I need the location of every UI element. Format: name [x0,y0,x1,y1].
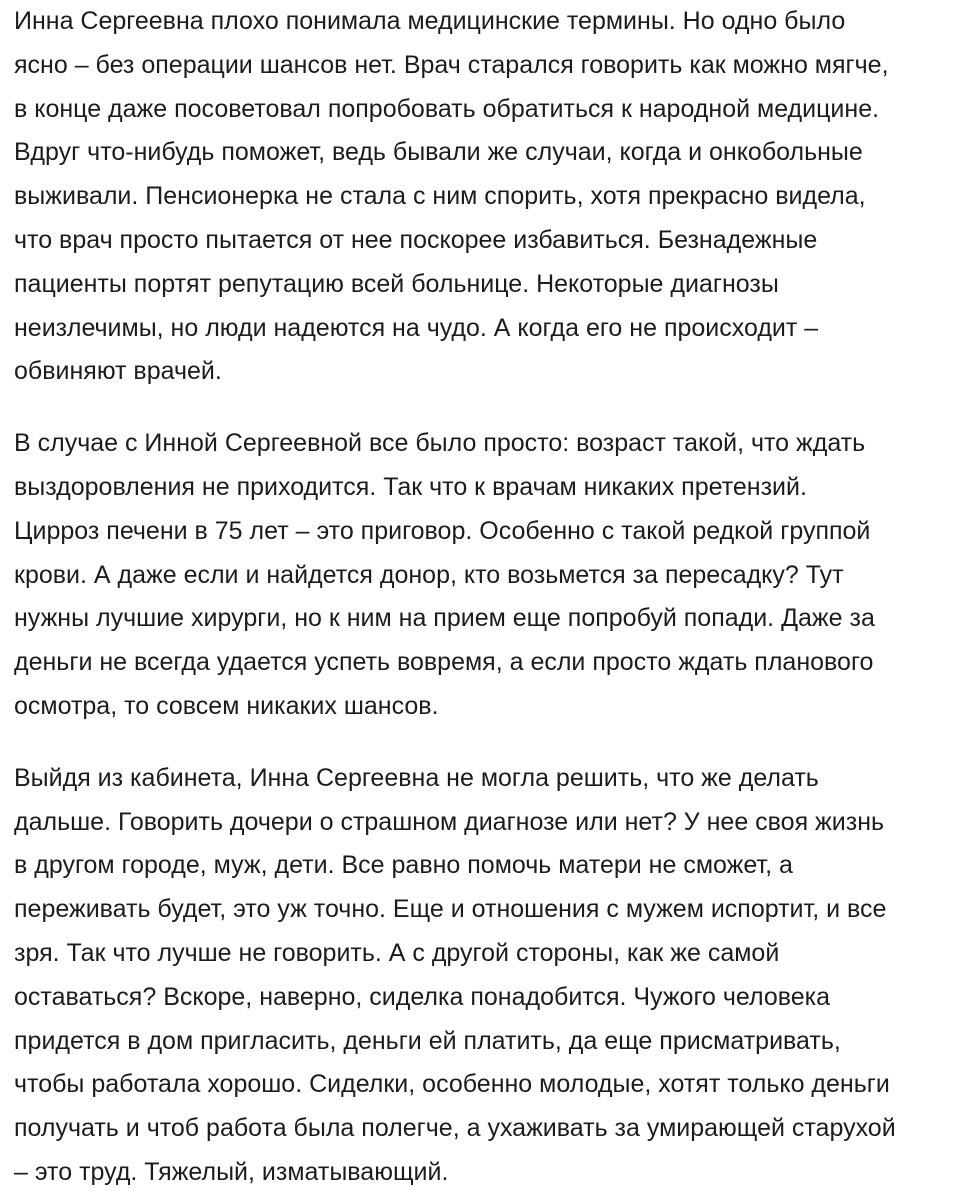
text-line: – это труд. Тяжелый, изматывающий. [14,1157,449,1186]
text-line: деньги не всегда удается успеть вовремя, а если просто ждать планового [14,648,874,677]
text-line: пациенты портят репутацию всей больнице. Некоторые диагнозы [14,269,779,298]
text-line: В случае с Инной Сергеевной все было просто: возраст такой, что ждать [14,429,866,458]
text-line: в конце даже посоветовал попробовать обратиться к народной медицине. [14,94,880,123]
paragraph [14,422,954,729]
text-line: чтобы работала хорошо. Сиделки, особенно молодые, хотят только деньги [14,1070,890,1099]
text-line: выздоровления не приходится. Так что к врачам никаких претензий. [14,472,807,501]
text-line: обвиняют врачей. [14,357,222,386]
text-line: Инна Сергеевна плохо понимала медицинские термины. Но одно было [14,7,846,35]
text-line: нужны лучшие хирурги, но к ним на прием еще попробуй попади. Даже за [14,604,875,633]
text-line: неизлечимы, но люди надеются на чудо. А когда его не происходит – [14,313,819,342]
text-line: осмотра, то совсем никаких шансов. [14,691,439,720]
text-line: Выйдя из кабинета, Инна Сергеевна не могла решить, что же делать [14,763,819,792]
text-line: зря. Так что лучше не говорить. А с другой стороны, как же самой [14,938,780,967]
text-line: в другом городе, муж, дети. Все равно помочь матери не сможет, а [14,851,793,880]
text-line: придется в дом пригласить, деньги ей платить, да еще присматривать, [14,1026,841,1055]
text-line: Вдруг что-нибудь поможет, ведь бывали же случаи, когда и онкобольные [14,138,863,167]
text-line: ясно – без операции шансов нет. Врач старался говорить как можно мягче, [14,50,889,79]
text-line: что врач просто пытается от нее поскорее избавиться. Безнадежные [14,225,818,254]
text-line: получать и чтоб работа была полегче, а ухаживать за умирающей старухой [14,1114,896,1143]
text-line: переживать будет, это уж точно. Еще и отношения с мужем испортит, и все [14,895,887,924]
paragraph [14,757,954,1195]
text-line: Цирроз печени в 75 лет – это приговор. Особенно с такой редкой группой [14,516,871,545]
article-body [14,0,954,1195]
text-line: дальше. Говорить дочери о страшном диагнозе или нет? У нее своя жизнь [14,807,885,836]
paragraph [14,0,954,394]
text-line: выживали. Пенсионерка не стала с ним спорить, хотя прекрасно видела, [14,182,866,211]
text-line: оставаться? Вскоре, наверно, сиделка понадобится. Чужого человека [14,982,831,1011]
text-line: крови. А даже если и найдется донор, кто возьмется за пересадку? Тут [14,560,844,589]
